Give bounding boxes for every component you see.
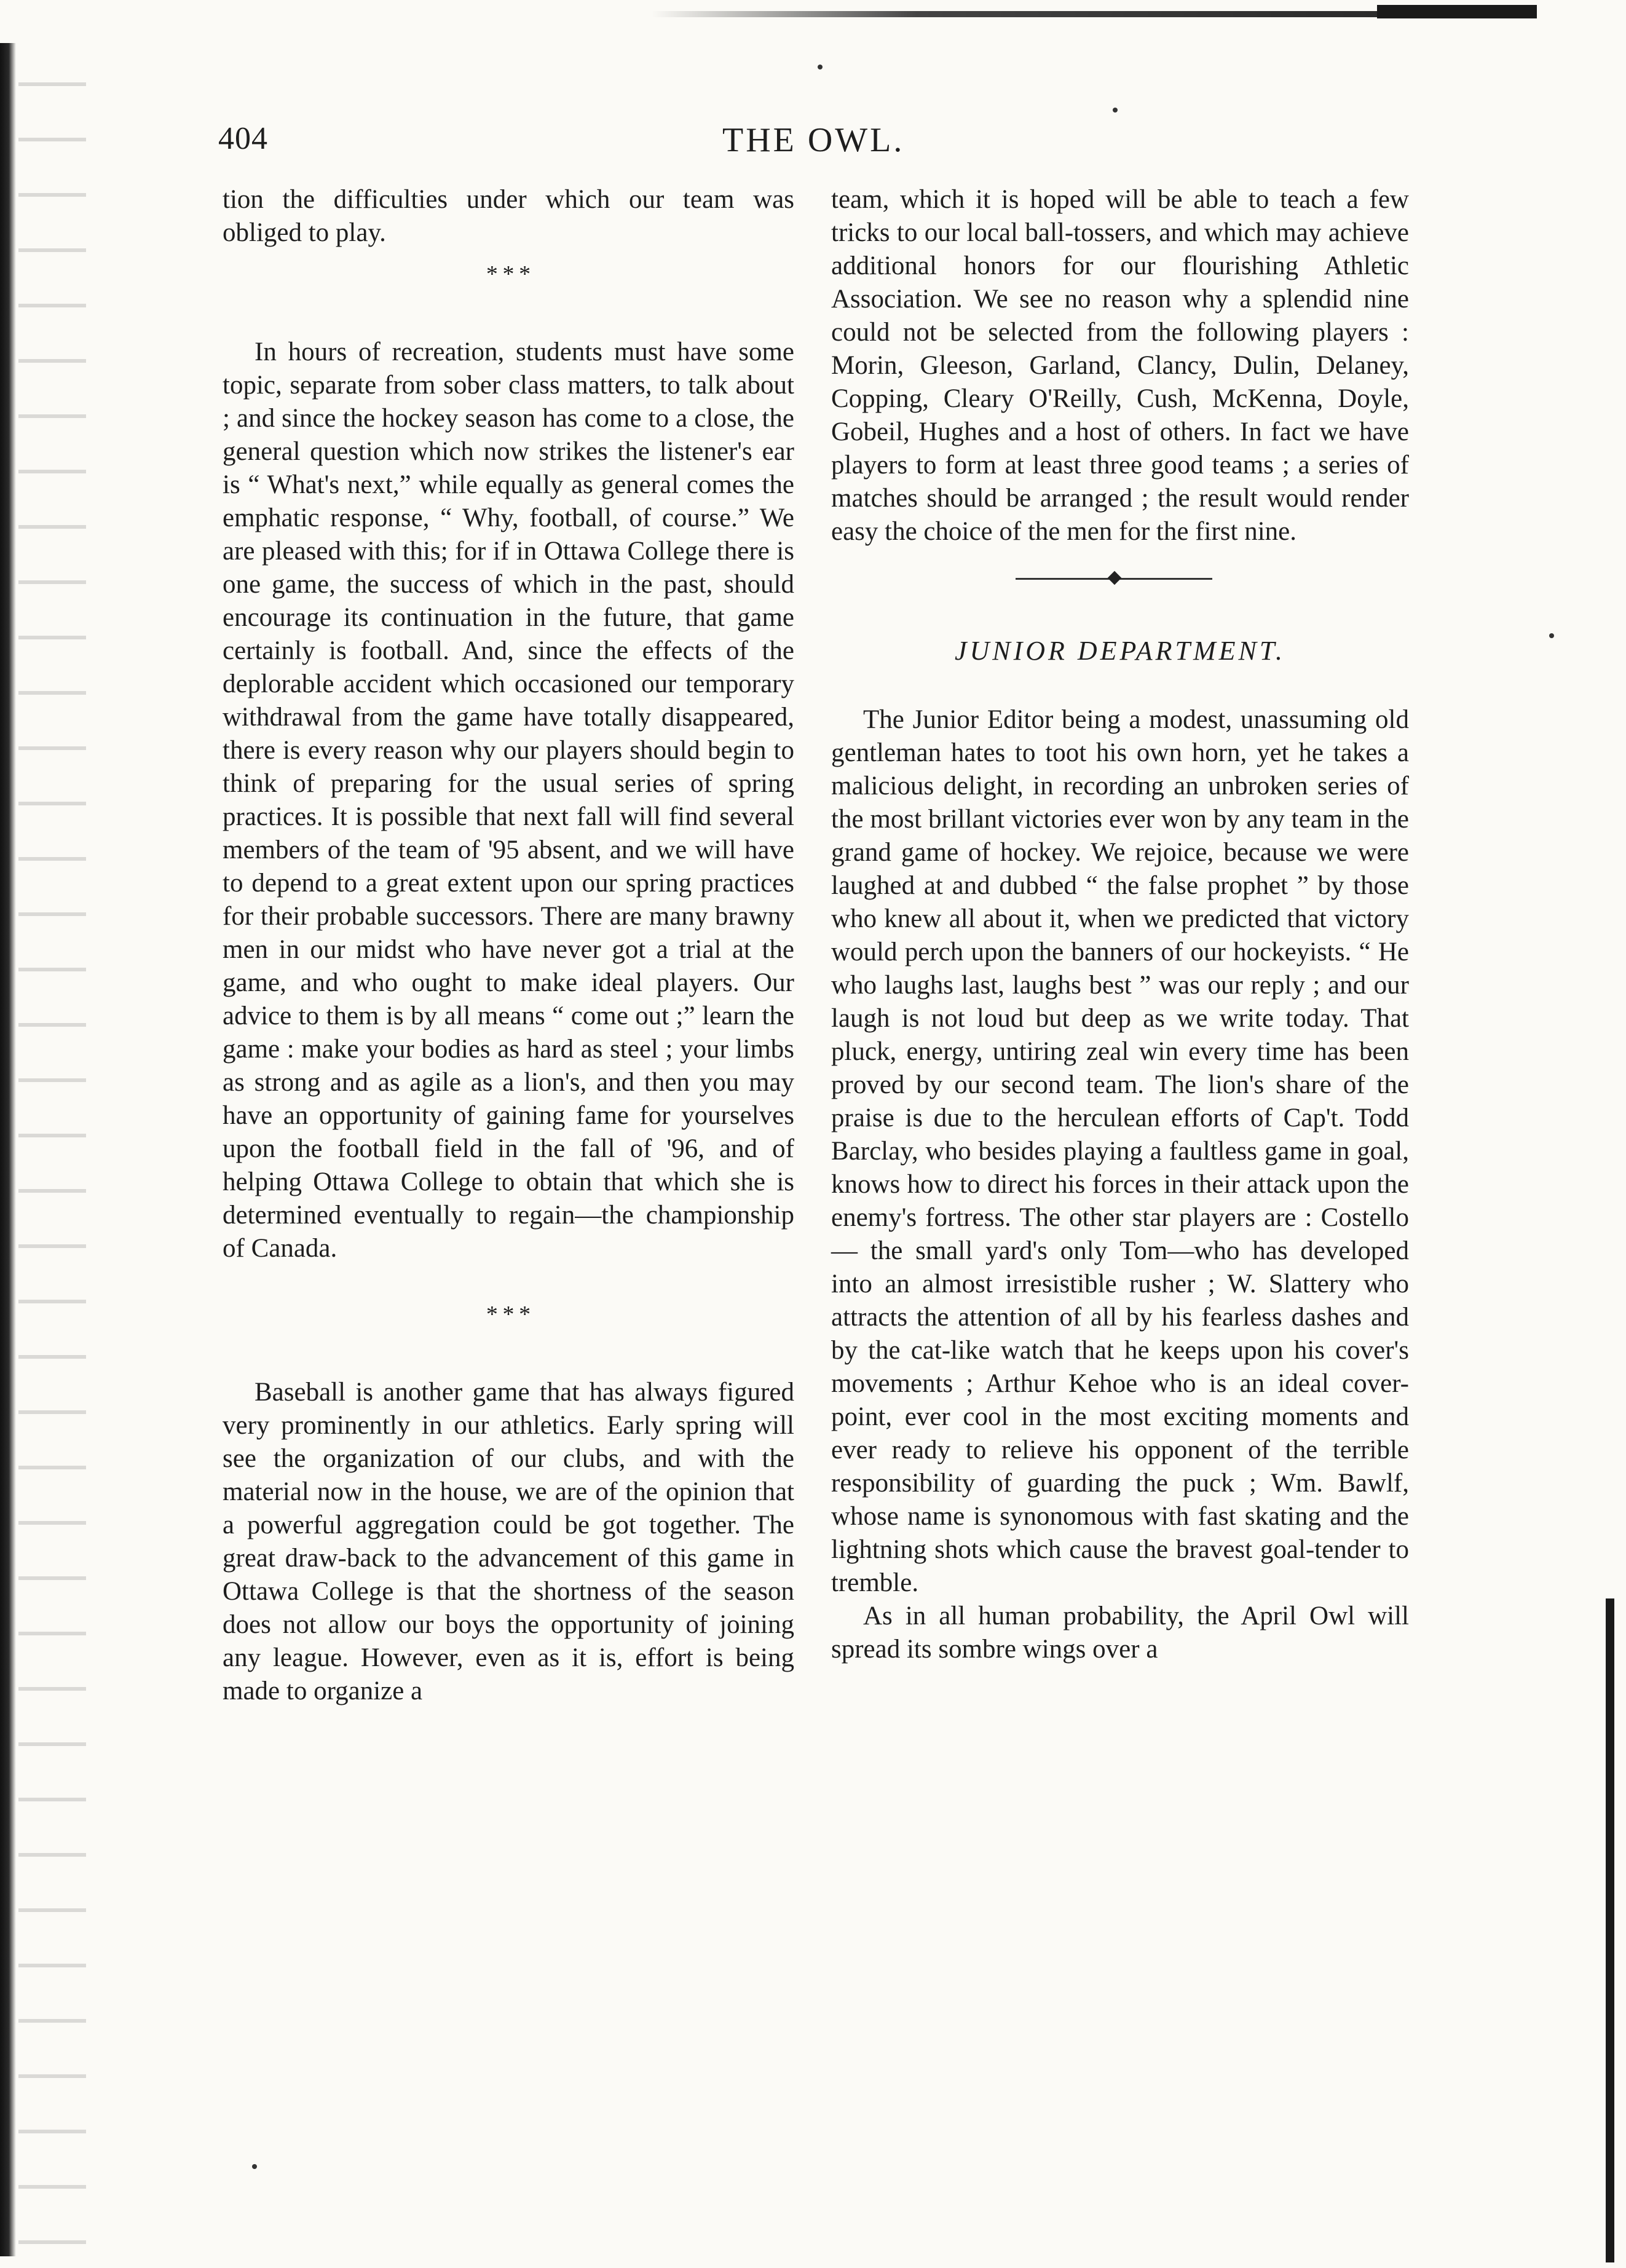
asterism: * * * <box>486 1302 531 1327</box>
paragraph: As in all human probability, the April Owl will spread its sombre wings over a <box>831 1602 1409 1664</box>
ink-speck <box>818 65 823 69</box>
left-column <box>223 183 794 1708</box>
paragraph: tion the difficulties under which our team was obliged to play. <box>223 185 794 247</box>
right-column <box>831 183 1409 1666</box>
scan-left-edge <box>0 43 16 2256</box>
scan-top-rule-dark <box>1377 5 1537 18</box>
section-divider <box>831 561 1409 598</box>
paragraph: team, which it is hoped will be able to teach a few tricks to our local ball-tossers, and which may achieve additional honors for our flourishing Athletic Association. We see no reason why a splendid nine could not be selected from the following players : Morin, Gleeson, Garland, Clancy, Dulin, Delaney, Copping, Cleary O'Reilly, Cush, McKenna, Doyle, Gobeil, Hughes and a host of others. In fact we have players to form at least three good teams ; a series of matches should be arranged ; the result would render easy the choice of the men for the first nine. <box>831 185 1409 546</box>
running-title: THE OWL. <box>722 121 905 159</box>
scan-right-edge <box>1606 1598 1614 2262</box>
page-header <box>218 121 1460 176</box>
paragraph: In hours of recreation, students must have some topic, separate from sober class matters, to talk about ; and since the hockey season has come to a close, the general question which now strikes the listener's ear is “ What's next,” while equally as general comes the emphatic response, “ Why, football, of course.” We are pleased with this; for if in Ottawa College there is one game, the success of which in the past, should encourage its continuation in the future, that game certainly is football. And, since the effects of the deplorable accident which occasioned our temporary withdrawal from the game have totally disappeared, there is every reason why our players should begin to think of preparing for the usual series of spring practices. It is possible that next fall will find several members of the team of '95 absent, and we will have to depend to a great extent upon our spring practices for their probable successors. There are many brawny men in our midst who have never got a trial at the game, and who ought to make ideal players. Our advice to them is by all means “ come out ;” learn the game : make your bodies as hard as steel ; your limbs as strong and as agile as a lion's, and then you may have an opportunity of gaining fame for yourselves upon the football field in the fall of '96, and of helping Ottawa College to obtain that which she is determined eventually to regain—the championship of Canada. <box>223 338 794 1263</box>
asterism: * * * <box>486 261 531 287</box>
ink-speck <box>1113 108 1118 113</box>
ink-speck <box>252 2164 257 2169</box>
scan-margin-noise <box>18 61 86 2250</box>
ink-speck <box>1549 633 1554 638</box>
paragraph: Baseball is another game that has always figured very prominently in our athletics. Early spring will see the organization of our clubs, and with the material now in the house, we are of the opinion that a powerful aggregation could be got together. The great draw-back to the advancement of this game in Ottawa College is that the shortness of the season does not allow our boys the opportunity of joining any league. However, even as it is, effort is being made to organize a <box>223 1378 794 1705</box>
page-number: 404 <box>218 121 268 156</box>
paragraph: The Junior Editor being a modest, unassuming old gentleman hates to toot his own horn, yet he takes a malicious delight, in recording an unbroken series of the most brillant victories ever won by any team in the grand game of hockey. We rejoice, because we were laughed at and dubbed “ the false prophet ” by those who knew all about it, when we predicted that victory would perch upon the banners of our hockeyists. “ He who laughs last, laughs best ” was our reply ; and our laugh is not loud but deep as we write today. That pluck, energy, untiring zeal win every time has been proved by our second team. The lion's share of the praise is due to the herculean efforts of Cap't. Todd Barclay, who besides playing a faultless game in goal, knows how to direct his forces in their attack upon the enemy's fortress. The other star players are : Costello — the small yard's only Tom—who has developed into an almost irresistible rusher ; W. Slattery who attracts the attention of all by his fearless dashes and by the cat-like watch that he keeps upon his cover's movements ; Arthur Kehoe who is an ideal cover-point, ever cool in the most exciting moments and ever ready to relieve his opponent of the terrible responsibility of guarding the puck ; Wm. Bawlf, whose name is synonomous with fast skating and the lightning shots which cause the bravest goal-tender to tremble. <box>831 705 1409 1597</box>
section-heading: JUNIOR DEPARTMENT. <box>954 636 1286 666</box>
